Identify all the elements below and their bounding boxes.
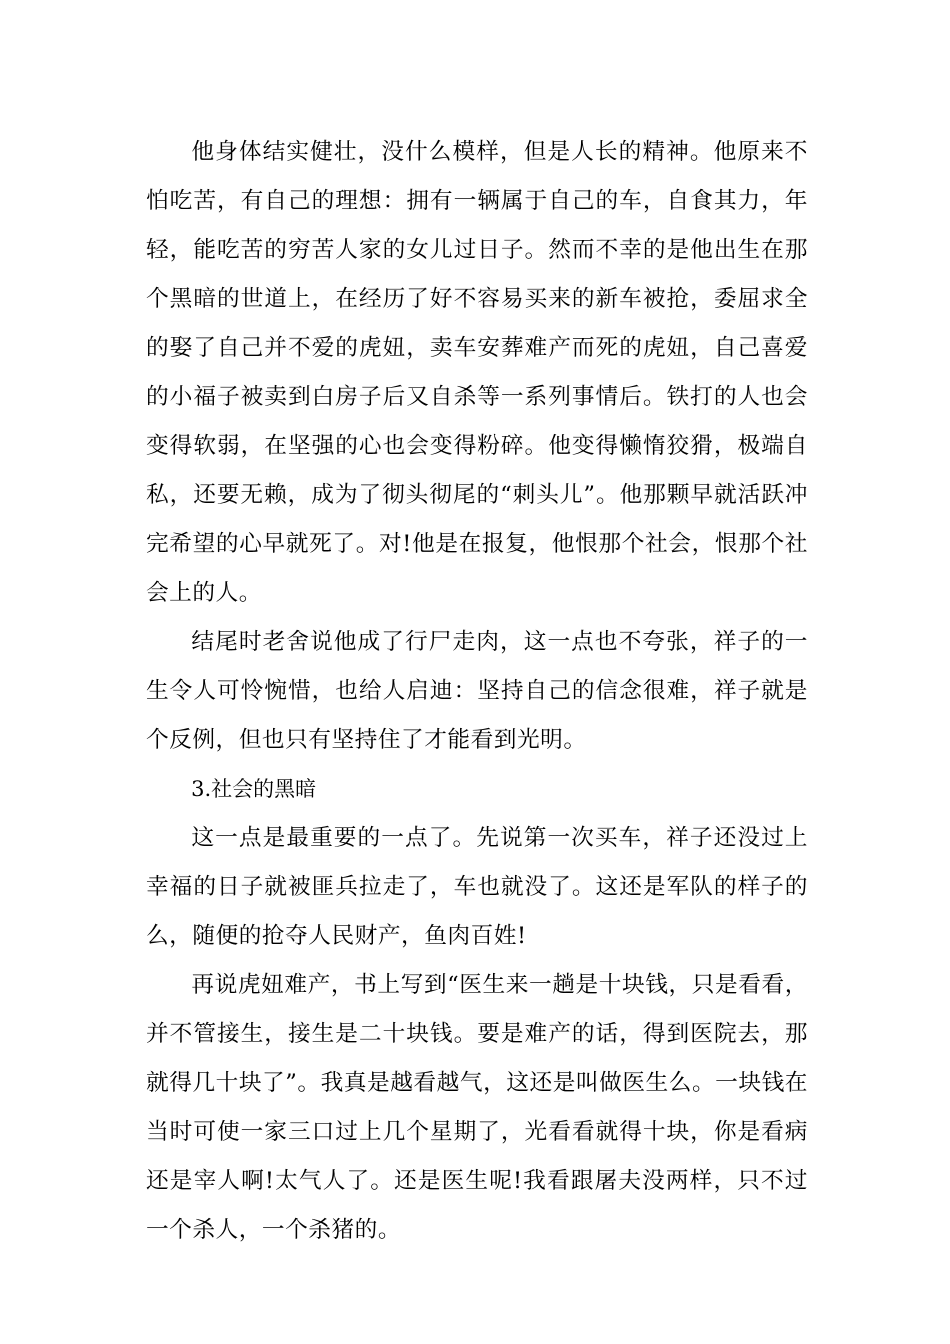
paragraph-xiangzi-character: 他身体结实健壮，没什么模样，但是人长的精神。他原来不怕吃苦，有自己的理想：拥有一辆属于自己的车，自食其力，年轻，能吃苦的穷苦人家的女儿过日子。然而不幸的是他出生在那个黑暗的世道上，在经历了好不容易买来的新车被抢，委屈求全的娶了自己并不爱的虎妞，卖车安葬难产而死的虎妞，自己喜爱的小福子被卖到白房子后又自杀等一系列事情后。铁打的人也会变得软弱，在坚强的心也会变得粉碎。他变得懒惰狡猾，极端自私，还要无赖，成为了彻头彻尾的“刺头儿”。他那颗早就活跃冲完希望的心早就死了。对!他是在报复，他恨那个社会，恨那个社会上的人。 [146, 139, 808, 606]
paragraph-first-car: 这一点是最重要的一点了。先说第一次买车，祥子还没过上幸福的日子就被匪兵拉走了，车也就没了。这还是军队的样子的么，随便的抢夺人民财产，鱼肉百姓! [146, 825, 808, 949]
document-page [146, 128, 808, 1255]
section-heading: 3.社会的黑暗 [191, 777, 317, 801]
paragraph-huniu-childbirth: 再说虎妞难产，书上写到“医生来一趟是十块钱，只是看看，并不管接生，接生是二十块钱。要是难产的话，得到医院去，那就得几十块了”。我真是越看越气，这还是叫做医生么。一块钱在当时可使一家三口过上几个星期了，光看看就得十块，你是看病还是宰人啊!太气人了。还是医生呢!我看跟屠夫没两样，只不过一个杀人，一个杀猪的。 [146, 972, 808, 1243]
paragraph-ending-reflection: 结尾时老舍说他成了行尸走肉，这一点也不夸张，祥子的一生令人可怜惋惜，也给人启迪：坚持自己的信念很难，祥子就是个反例，但也只有坚持住了才能看到光明。 [146, 629, 808, 753]
